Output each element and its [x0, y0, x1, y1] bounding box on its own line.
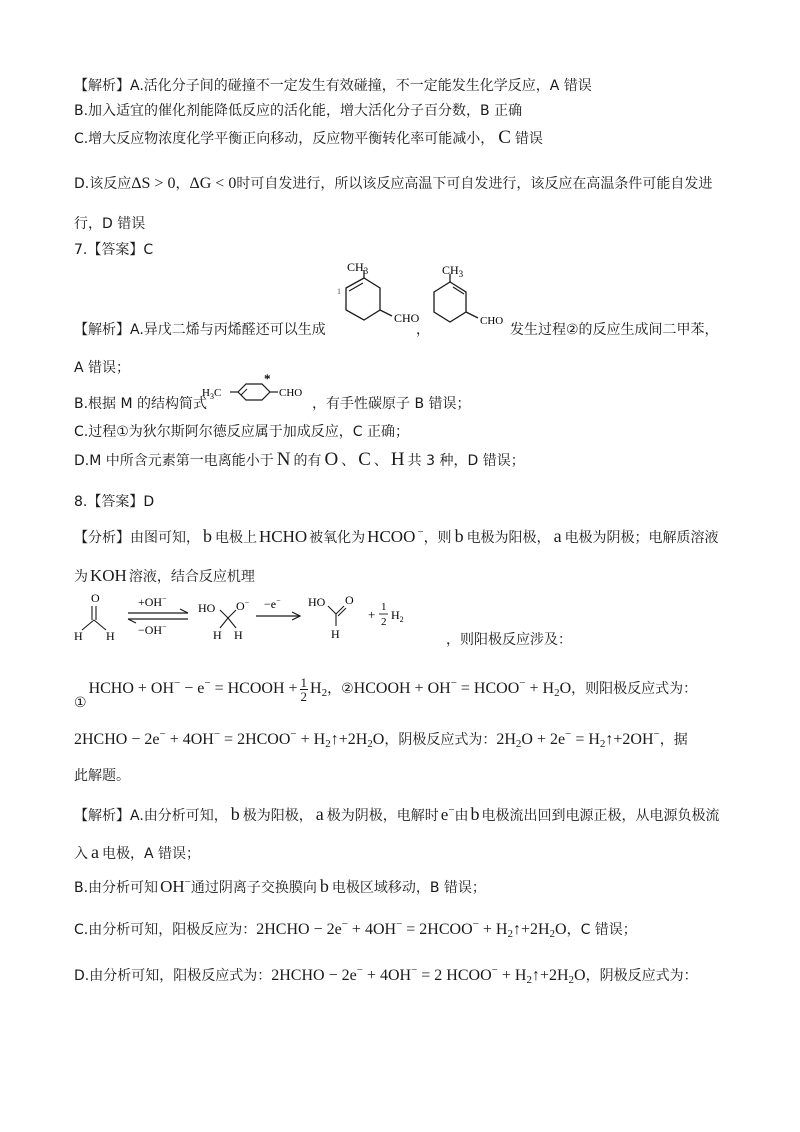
q8-equations-1-2: ①HCHO + OH− − e− = HCOOH + $\frac{1}{2}$ $H_2$，②HCOOH + OH− = HCOO− + $H_2O$，则阳极反应式为： — [74, 674, 698, 711]
svg-text:1: 1 — [381, 601, 387, 613]
svg-text:H3C: $H_3C$ — [202, 387, 222, 401]
q8-analysis-line2: 为 KOH 溶液，结合反应机理 — [74, 566, 255, 585]
fraction-one-half: $\frac{1}{2}$ — [300, 674, 308, 704]
q8-answer: 8.【答案】D — [74, 494, 155, 510]
q6-c-line: C.增大反应物浓度化学平衡正向移动，反应物平衡转化率可能减小， C 错误 — [74, 127, 543, 148]
analysis-heading: 【解析】 — [74, 322, 130, 338]
q7-b-line: B.根据 M 的结构简式 — [74, 396, 208, 412]
analysis-heading: 【解析】 — [74, 808, 130, 824]
svg-text:O: O — [345, 593, 354, 607]
q6-b-line: B.加入适宜的催化剂能降低反应的活化能，增大活化分子百分数，B 正确 — [74, 103, 523, 119]
q7-answer: 7.【答案】C — [74, 242, 154, 258]
struct2-cho: CHO — [480, 315, 504, 327]
q8-anode-cathode-line: 2HCHO − 2e− + 4OH− = 2HCOO− + $H_2↑+2H_2O$，阴极反应式为：$2H_2O + 2e^-$ = $H_2↑+2OH^-$，据 — [74, 728, 688, 750]
structure-methylcyclohexene-cho-1 — [318, 258, 428, 340]
oh-minus-label: −OH− — [138, 622, 167, 637]
svg-text:H: H — [234, 628, 243, 642]
q7-b-tail: ，有手性碳原子 B 错误； — [312, 396, 471, 412]
chiral-star: * — [264, 374, 271, 386]
svg-text:HO: HO — [198, 601, 216, 615]
q8-b-line: B.由分析可知 OH−通过阴离子交换膜向 b 电极区域移动，B 错误； — [74, 876, 486, 896]
svg-text:HO: HO — [308, 595, 326, 609]
structure-m — [200, 374, 312, 412]
struct1-mark: 1 — [337, 287, 341, 296]
svg-text:O: O — [91, 591, 100, 605]
q7-c-line: C.过程①为狄尔斯阿尔德反应属于加成反应，C 正确； — [74, 424, 410, 440]
q8-analysis-line1: 【分析】由图可知， b 电极上 HCHO 被氧化为 HCOO −，则 b 电极为阳极， a 电极为阴极；电解质溶液 — [74, 526, 719, 546]
q8-d-line: D.由分析可知，阳极反应式为：2HCHO − 2e− + 4OH− = 2 HCOO− + $H_2↑+2H_2O$，阴极反应式为： — [74, 964, 698, 986]
delta-s-expr: ΔS > 0 — [131, 175, 176, 192]
svg-text:O−: O− — [236, 598, 250, 613]
marker-1: ① — [74, 695, 87, 711]
marker-2: ② — [341, 681, 354, 697]
q8-c-line: C.由分析可知，阳极反应为：2HCHO − 2e− + 4OH− = 2HCOO− + $H_2↑+2H_2O$，C 错误； — [74, 918, 637, 940]
q7-a-cont: A 错误； — [74, 360, 131, 376]
svg-text:H: H — [331, 627, 340, 641]
svg-text:H: H — [213, 628, 222, 642]
scheme-tail: ，则阳极反应涉及： — [446, 632, 572, 648]
struct1-cho: CHO — [394, 311, 420, 325]
q8-a-cont: 入 a 电极，A 错误； — [74, 842, 201, 862]
svg-text:2: 2 — [381, 616, 387, 628]
analysis-heading: 【分析】 — [74, 530, 130, 546]
delta-g-expr: ΔG < 0 — [189, 175, 237, 192]
q6-d-line: D.该反应ΔS > 0，ΔG < 0时可自发进行，所以该反应高温下可自发进行，该反应在高温条件可能自发进 — [74, 175, 713, 192]
oh-plus-label: +OH− — [138, 594, 167, 609]
structure-methylcyclohexene-cho-2 — [424, 262, 524, 336]
q8-anode-cont: 此解题。 — [74, 768, 130, 784]
struct2-ch3: $CH_3$ — [442, 263, 464, 279]
q7-d-line: D.M 中所含元素第一电离能小于 N 的有 O 、 C 、 H 共 3 种，D 错误； — [74, 449, 525, 470]
reaction-mechanism-scheme — [70, 588, 430, 650]
svg-text:H: H — [74, 629, 83, 643]
svg-text:H: H — [106, 629, 115, 643]
minus-e-label: −e− — [264, 596, 281, 611]
q6-d-cont: 行，D 错误 — [74, 216, 146, 232]
analysis-heading: 【解析】 — [74, 78, 130, 94]
q8-a-line: 【解析】A.由分析可知， b 极为阳极， a 极为阴极，电解时 e−由 b 电极流出回到电源正极，从电源负极流 — [74, 804, 720, 824]
q6-a-line: 【解析】A.活化分子间的碰撞不一定发生有效碰撞，不一定能发生化学反应，A 错误 — [74, 78, 592, 94]
struct1-ch3: $CH_3$ — [347, 260, 369, 276]
svg-text:+: + — [368, 607, 376, 622]
q7-a-line: 【解析】A.异戊二烯与丙烯醛还可以生成 ， 发生过程②的反应生成间二甲苯， — [74, 322, 719, 338]
svg-text:H2: $H_2$ — [391, 608, 404, 624]
struct-m-cho: CHO — [279, 387, 303, 399]
